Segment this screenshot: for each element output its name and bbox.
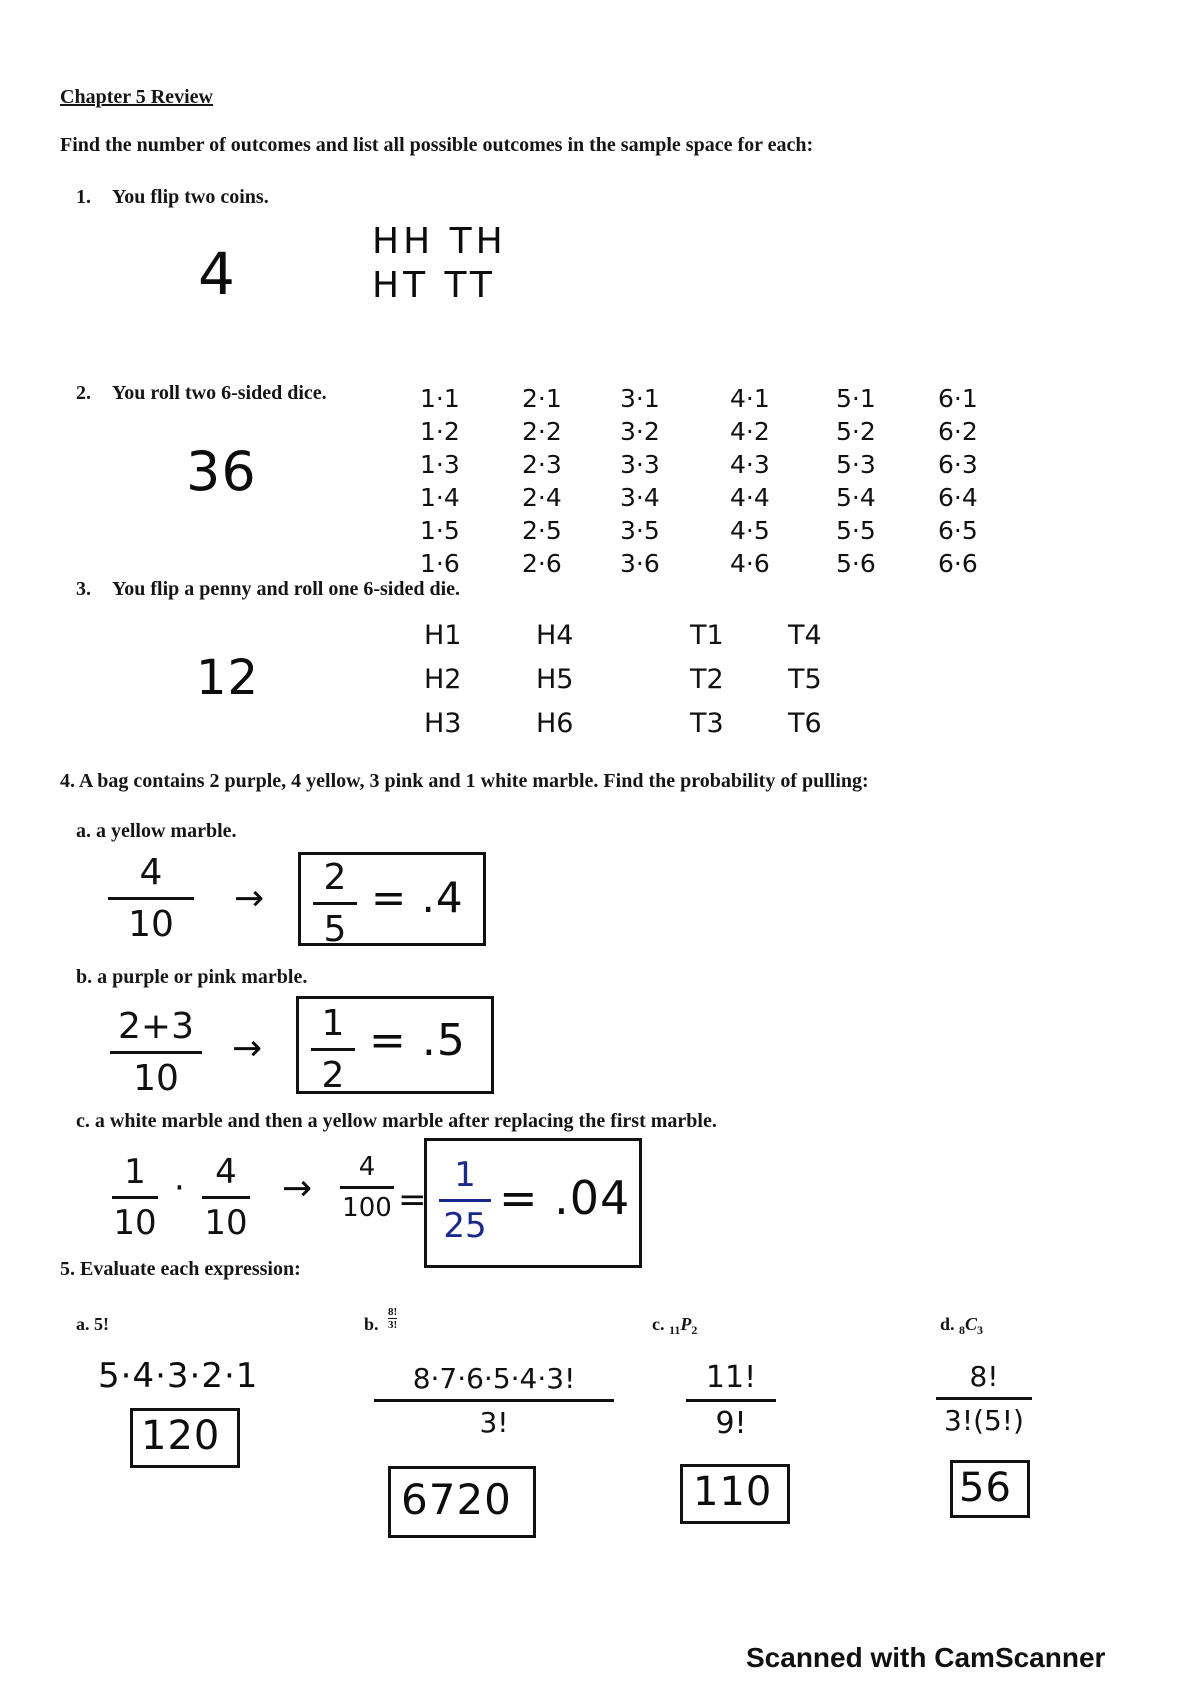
- q4c-f3-denominator: 100: [342, 1193, 392, 1223]
- q4c-box-numerator: 1: [454, 1155, 476, 1195]
- instructions: Find the number of outcomes and list all possible outcomes in the sample space for each:: [60, 134, 814, 156]
- q1-outcome-row: HH TH: [372, 221, 507, 262]
- q5d-answer: 56: [959, 1465, 1012, 1511]
- dice-outcome: 6·4: [938, 483, 978, 512]
- coin-die-column-2: [536, 614, 573, 746]
- camscanner-watermark: Scanned with CamScanner: [746, 1642, 1106, 1673]
- q4b-numerator: 2+3: [118, 1006, 194, 1047]
- fraction-bar: [202, 1196, 250, 1199]
- equals-sign: =: [398, 1180, 428, 1220]
- dice-outcome: 3·2: [620, 417, 660, 446]
- fraction-bar: [110, 1051, 202, 1054]
- q4a-box-numerator: 2: [323, 857, 347, 898]
- q4a-box-denominator: 5: [323, 909, 347, 950]
- dice-outcome: 1·3: [420, 450, 460, 479]
- q4a-numerator: 4: [139, 852, 163, 893]
- q4b-fraction: [110, 1006, 202, 1099]
- dice-column-6: [938, 382, 978, 580]
- coin-die-outcome: T1: [690, 620, 724, 651]
- q4b-prompt: b. a purple or pink marble.: [76, 966, 308, 988]
- coin-die-outcome: H2: [424, 664, 462, 695]
- dice-outcome: 1·1: [420, 384, 460, 413]
- q4c-f1-numerator: 1: [124, 1152, 146, 1192]
- fraction-bar: [108, 897, 194, 900]
- fraction-bar: [686, 1399, 776, 1402]
- dice-outcome: 2·3: [522, 450, 562, 479]
- q4c-fraction-3: [340, 1152, 394, 1223]
- dice-outcome: 6·2: [938, 417, 978, 446]
- q4a-box-fraction: [313, 857, 357, 950]
- q4c-box-fraction: [439, 1155, 491, 1246]
- q2-answer: 36: [186, 440, 257, 503]
- q4b-box-fraction: [311, 1003, 355, 1096]
- q4c-fraction-1: [112, 1152, 158, 1243]
- dice-column-4: [730, 382, 770, 580]
- dice-outcome: 4·6: [730, 549, 770, 578]
- q5b-label-numerator: 8!: [388, 1306, 398, 1318]
- fraction-bar: [313, 902, 357, 905]
- q5d-work-denominator: 3!(5!): [944, 1404, 1024, 1437]
- dice-outcome: 3·3: [620, 450, 660, 479]
- dice-outcome: 3·4: [620, 483, 660, 512]
- q4c-fraction-2: [202, 1152, 250, 1243]
- q4b-box-numerator: 1: [321, 1003, 345, 1044]
- dice-outcome: 6·1: [938, 384, 978, 413]
- arrow-icon: →: [282, 1168, 314, 1209]
- q4a-prompt: a. a yellow marble.: [76, 820, 237, 842]
- dice-column-1: [420, 382, 460, 580]
- q5c-label: [652, 1314, 697, 1338]
- fraction-bar: [439, 1199, 491, 1202]
- q5c-r: 2: [691, 1323, 698, 1337]
- dice-outcome: 5·3: [836, 450, 876, 479]
- q5a-work: 5·4·3·2·1: [98, 1356, 259, 1396]
- q5b-work-denominator: 3!: [479, 1406, 509, 1439]
- dice-outcome: 2·1: [522, 384, 562, 413]
- dice-outcome: 3·1: [620, 384, 660, 413]
- q5c-work-fraction: [686, 1360, 776, 1441]
- dice-outcome: 6·3: [938, 450, 978, 479]
- q5b-work-fraction: [374, 1362, 614, 1439]
- multiply-dot: ·: [174, 1168, 186, 1208]
- page-title: Chapter 5 Review: [60, 86, 213, 108]
- coin-die-outcome: H6: [536, 708, 574, 739]
- q1-answer: 4: [198, 240, 236, 308]
- q1-outcomes: [372, 220, 507, 308]
- q5b-answer: 6720: [401, 1475, 512, 1524]
- dice-outcome: 4·4: [730, 483, 770, 512]
- dice-outcome: 1·2: [420, 417, 460, 446]
- fraction-bar: [936, 1397, 1032, 1400]
- dice-outcome: 5·2: [836, 417, 876, 446]
- q5d-answer-box: [950, 1460, 1030, 1518]
- dice-outcome: 5·4: [836, 483, 876, 512]
- dice-outcome: 2·5: [522, 516, 562, 545]
- dice-outcome: 1·6: [420, 549, 460, 578]
- coin-die-outcome: T3: [690, 708, 724, 739]
- q4b-box-denominator: 2: [321, 1055, 345, 1096]
- fraction-bar: [340, 1186, 394, 1189]
- q5c-work-denominator: 9!: [715, 1406, 747, 1441]
- q5b-label-denominator: 3!: [388, 1319, 398, 1331]
- dice-outcome: 6·6: [938, 549, 978, 578]
- coin-die-outcome: H3: [424, 708, 462, 739]
- dice-outcome: 1·5: [420, 516, 460, 545]
- q4a-denominator: 10: [128, 904, 174, 945]
- q4a-answer-box: [298, 852, 486, 950]
- q1-outcome-row: HT TT: [372, 265, 496, 306]
- q4c-decimal: = .04: [499, 1171, 631, 1225]
- q5b-work-numerator: 8·7·6·5·4·3!: [412, 1362, 576, 1395]
- coin-die-column-4: [788, 614, 822, 746]
- q4c-f2-numerator: 4: [215, 1152, 237, 1192]
- q4c-answer-box: [424, 1138, 642, 1268]
- coin-die-outcome: H5: [536, 664, 574, 695]
- dice-column-2: [522, 382, 562, 580]
- dice-column-3: [620, 382, 660, 580]
- coin-die-outcome: H1: [424, 620, 462, 651]
- q5c-answer-box: [680, 1464, 790, 1524]
- q4c-f1-denominator: 10: [113, 1203, 157, 1243]
- q4c-prompt: c. a white marble and then a yellow marble after replacing the first marble.: [76, 1110, 717, 1132]
- q5c-answer: 110: [693, 1469, 773, 1515]
- coin-die-outcome: H4: [536, 620, 574, 651]
- arrow-icon: →: [232, 1028, 264, 1069]
- q1-prompt: You flip two coins.: [112, 186, 269, 208]
- dice-outcome: 1·4: [420, 483, 460, 512]
- dice-outcome: 5·6: [836, 549, 876, 578]
- q5a-label: a. 5!: [76, 1314, 109, 1334]
- fraction-bar: [311, 1048, 355, 1051]
- dice-outcome: 4·2: [730, 417, 770, 446]
- dice-outcome: 5·5: [836, 516, 876, 545]
- q5b-label: b.: [364, 1314, 379, 1334]
- q5d-work-numerator: 8!: [969, 1360, 999, 1393]
- q3-prompt: You flip a penny and roll one 6-sided die.: [112, 578, 461, 600]
- q5c-work-numerator: 11!: [705, 1360, 757, 1395]
- dice-column-5: [836, 382, 876, 580]
- dice-outcome: 3·5: [620, 516, 660, 545]
- q5c-label-letter: c.: [652, 1314, 665, 1334]
- coin-die-outcome: T6: [788, 708, 822, 739]
- combination-symbol: C: [965, 1314, 978, 1334]
- q5-prompt: 5. Evaluate each expression:: [60, 1258, 301, 1280]
- coin-die-outcome: T2: [690, 664, 724, 695]
- q4a-decimal: = .4: [371, 873, 464, 922]
- q3-answer: 12: [196, 650, 260, 706]
- coin-die-column-1: [424, 614, 461, 746]
- dice-outcome: 5·1: [836, 384, 876, 413]
- q4b-decimal: = .5: [369, 1015, 466, 1066]
- q4c-f3-numerator: 4: [358, 1152, 376, 1182]
- dice-outcome: 3·6: [620, 549, 660, 578]
- fraction-bar: [112, 1196, 158, 1199]
- q5d-r: 3: [977, 1323, 984, 1337]
- q4c-f2-denominator: 10: [204, 1203, 248, 1243]
- q5a-answer: 120: [141, 1413, 221, 1459]
- q5d-work-fraction: [936, 1360, 1032, 1437]
- permutation-symbol: P: [680, 1314, 692, 1334]
- coin-die-outcome: T5: [788, 664, 822, 695]
- dice-outcome: 4·3: [730, 450, 770, 479]
- q3-number: 3.: [76, 578, 91, 600]
- q1-number: 1.: [76, 186, 91, 208]
- q4-prompt: 4. A bag contains 2 purple, 4 yellow, 3 pink and 1 white marble. Find the probability of pulling:: [60, 770, 869, 792]
- dice-outcome: 2·6: [522, 549, 562, 578]
- q4b-denominator: 10: [133, 1058, 179, 1099]
- q5a-answer-box: [130, 1408, 240, 1468]
- q5d-n: 8: [959, 1323, 966, 1337]
- q2-prompt: You roll two 6-sided dice.: [112, 382, 327, 404]
- q5b-answer-box: [388, 1466, 536, 1538]
- q5d-label-letter: d.: [940, 1314, 955, 1334]
- q5b-label-fraction: [388, 1306, 397, 1331]
- dice-outcome: 4·1: [730, 384, 770, 413]
- q4c-box-denominator: 25: [443, 1206, 487, 1246]
- dice-outcome: 6·5: [938, 516, 978, 545]
- arrow-icon: →: [234, 878, 266, 919]
- q4a-fraction: [108, 852, 194, 945]
- q4b-answer-box: [296, 996, 494, 1094]
- dice-outcome: 2·2: [522, 417, 562, 446]
- q2-number: 2.: [76, 382, 91, 404]
- coin-die-column-3: [690, 614, 724, 746]
- q5d-label: [940, 1314, 983, 1338]
- coin-die-outcome: T4: [788, 620, 822, 651]
- dice-outcome: 2·4: [522, 483, 562, 512]
- dice-outcome: 4·5: [730, 516, 770, 545]
- q5c-n: 11: [669, 1323, 681, 1337]
- fraction-bar: [374, 1399, 614, 1402]
